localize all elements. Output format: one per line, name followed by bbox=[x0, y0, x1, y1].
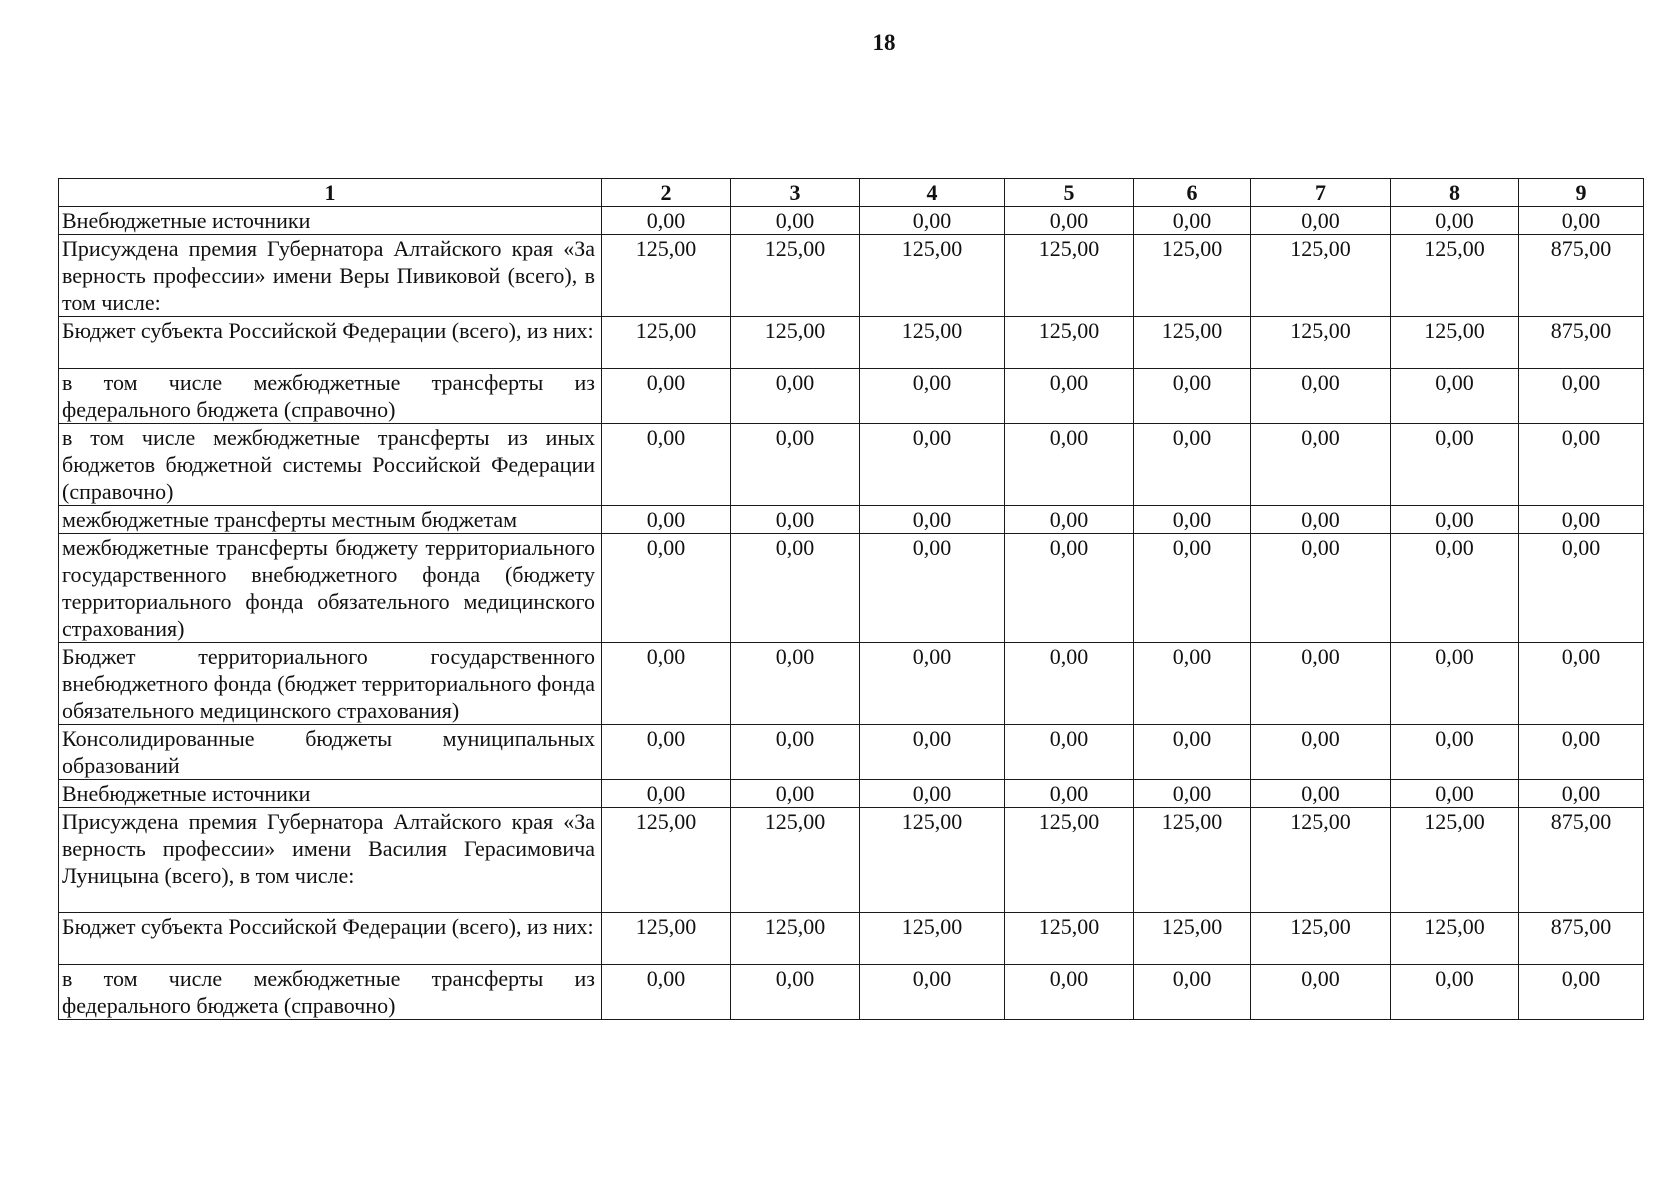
value-cell: 0,00 bbox=[1134, 643, 1251, 725]
value-cell: 0,00 bbox=[1391, 965, 1519, 1020]
value-cell: 125,00 bbox=[860, 913, 1005, 965]
value-cell: 0,00 bbox=[731, 725, 860, 780]
value-cell: 125,00 bbox=[602, 913, 731, 965]
value-cell: 0,00 bbox=[602, 780, 731, 808]
value-cell: 0,00 bbox=[1134, 725, 1251, 780]
value-cell: 125,00 bbox=[1005, 913, 1134, 965]
value-cell: 125,00 bbox=[1134, 808, 1251, 913]
value-cell: 0,00 bbox=[1519, 534, 1644, 643]
value-cell: 0,00 bbox=[860, 534, 1005, 643]
value-cell: 125,00 bbox=[1251, 235, 1391, 317]
value-cell: 0,00 bbox=[1251, 780, 1391, 808]
value-cell: 0,00 bbox=[731, 369, 860, 424]
value-cell: 0,00 bbox=[1134, 780, 1251, 808]
value-cell: 0,00 bbox=[860, 780, 1005, 808]
table-row bbox=[59, 965, 1644, 1020]
table-row bbox=[59, 534, 1644, 643]
row-label: Бюджет субъекта Российской Федерации (всего), из них: bbox=[59, 317, 602, 369]
value-cell: 0,00 bbox=[1005, 424, 1134, 506]
row-label: в том числе межбюджетные трансферты из иных бюджетов бюджетной системы Российской Федерации (справочно) bbox=[59, 424, 602, 506]
value-cell: 125,00 bbox=[1251, 913, 1391, 965]
row-label: Присуждена премия Губернатора Алтайского края «За верность профессии» имени Василия Герасимовича Луницына (всего), в том числе: bbox=[59, 808, 602, 913]
value-cell: 125,00 bbox=[1391, 808, 1519, 913]
value-cell: 0,00 bbox=[1519, 725, 1644, 780]
value-cell: 0,00 bbox=[731, 643, 860, 725]
value-cell: 125,00 bbox=[731, 235, 860, 317]
value-cell: 125,00 bbox=[602, 235, 731, 317]
value-cell: 875,00 bbox=[1519, 808, 1644, 913]
value-cell: 0,00 bbox=[1005, 506, 1134, 534]
value-cell: 0,00 bbox=[1251, 506, 1391, 534]
value-cell: 0,00 bbox=[1005, 780, 1134, 808]
value-cell: 0,00 bbox=[1134, 534, 1251, 643]
table-row bbox=[59, 207, 1644, 235]
value-cell: 0,00 bbox=[1134, 965, 1251, 1020]
value-cell: 0,00 bbox=[1391, 725, 1519, 780]
value-cell: 0,00 bbox=[1519, 780, 1644, 808]
table-row bbox=[59, 369, 1644, 424]
value-cell: 0,00 bbox=[1251, 424, 1391, 506]
value-cell: 0,00 bbox=[602, 965, 731, 1020]
value-cell: 0,00 bbox=[1519, 965, 1644, 1020]
value-cell: 0,00 bbox=[602, 369, 731, 424]
column-header: 2 bbox=[602, 179, 731, 207]
value-cell: 0,00 bbox=[731, 424, 860, 506]
value-cell: 125,00 bbox=[731, 913, 860, 965]
value-cell: 0,00 bbox=[731, 506, 860, 534]
value-cell: 0,00 bbox=[731, 780, 860, 808]
value-cell: 125,00 bbox=[731, 317, 860, 369]
value-cell: 875,00 bbox=[1519, 913, 1644, 965]
value-cell: 0,00 bbox=[1251, 965, 1391, 1020]
value-cell: 0,00 bbox=[1251, 369, 1391, 424]
value-cell: 0,00 bbox=[1519, 369, 1644, 424]
value-cell: 0,00 bbox=[731, 534, 860, 643]
value-cell: 0,00 bbox=[860, 506, 1005, 534]
row-label: Бюджет субъекта Российской Федерации (всего), из них: bbox=[59, 913, 602, 965]
value-cell: 125,00 bbox=[602, 317, 731, 369]
column-header: 1 bbox=[59, 179, 602, 207]
value-cell: 0,00 bbox=[1391, 506, 1519, 534]
table-row bbox=[59, 643, 1644, 725]
table-body bbox=[59, 207, 1644, 1020]
budget-table bbox=[58, 178, 1644, 1020]
value-cell: 0,00 bbox=[602, 424, 731, 506]
row-label: Внебюджетные источники bbox=[59, 207, 602, 235]
value-cell: 0,00 bbox=[860, 725, 1005, 780]
value-cell: 125,00 bbox=[1134, 235, 1251, 317]
table-row bbox=[59, 317, 1644, 369]
column-header: 3 bbox=[731, 179, 860, 207]
value-cell: 0,00 bbox=[1391, 369, 1519, 424]
table-row bbox=[59, 780, 1644, 808]
column-header: 9 bbox=[1519, 179, 1644, 207]
row-label: межбюджетные трансферты местным бюджетам bbox=[59, 506, 602, 534]
column-header: 7 bbox=[1251, 179, 1391, 207]
value-cell: 0,00 bbox=[602, 534, 731, 643]
value-cell: 125,00 bbox=[602, 808, 731, 913]
header-row bbox=[59, 179, 1644, 207]
value-cell: 125,00 bbox=[860, 808, 1005, 913]
value-cell: 0,00 bbox=[1251, 643, 1391, 725]
row-label: межбюджетные трансферты бюджету территориального государственного внебюджетного фонда (бюджету территориального фонда обязательного медицинского страхования) bbox=[59, 534, 602, 643]
value-cell: 0,00 bbox=[1391, 643, 1519, 725]
value-cell: 0,00 bbox=[1519, 643, 1644, 725]
row-label: Бюджет территориального государственного внебюджетного фонда (бюджет территориального фонда обязательного медицинского страхования) bbox=[59, 643, 602, 725]
page-number: 18 bbox=[872, 30, 896, 55]
row-label: в том числе межбюджетные трансферты из федерального бюджета (справочно) bbox=[59, 965, 602, 1020]
value-cell: 0,00 bbox=[1005, 965, 1134, 1020]
value-cell: 0,00 bbox=[860, 643, 1005, 725]
value-cell: 125,00 bbox=[1251, 808, 1391, 913]
value-cell: 0,00 bbox=[860, 369, 1005, 424]
value-cell: 125,00 bbox=[1005, 317, 1134, 369]
value-cell: 0,00 bbox=[602, 643, 731, 725]
value-cell: 125,00 bbox=[1005, 235, 1134, 317]
value-cell: 125,00 bbox=[1391, 235, 1519, 317]
value-cell: 0,00 bbox=[1391, 207, 1519, 235]
value-cell: 0,00 bbox=[1005, 725, 1134, 780]
value-cell: 0,00 bbox=[1005, 369, 1134, 424]
value-cell: 0,00 bbox=[602, 725, 731, 780]
value-cell: 0,00 bbox=[1134, 424, 1251, 506]
value-cell: 0,00 bbox=[1391, 534, 1519, 643]
value-cell: 0,00 bbox=[1251, 725, 1391, 780]
value-cell: 0,00 bbox=[1005, 207, 1134, 235]
table-row bbox=[59, 913, 1644, 965]
value-cell: 0,00 bbox=[731, 207, 860, 235]
row-label: в том числе межбюджетные трансферты из федерального бюджета (справочно) bbox=[59, 369, 602, 424]
value-cell: 0,00 bbox=[1519, 506, 1644, 534]
value-cell: 0,00 bbox=[1134, 207, 1251, 235]
column-header: 6 bbox=[1134, 179, 1251, 207]
table-row bbox=[59, 235, 1644, 317]
value-cell: 125,00 bbox=[860, 235, 1005, 317]
table-row bbox=[59, 424, 1644, 506]
value-cell: 0,00 bbox=[1005, 643, 1134, 725]
value-cell: 125,00 bbox=[860, 317, 1005, 369]
value-cell: 0,00 bbox=[1251, 207, 1391, 235]
value-cell: 0,00 bbox=[1391, 780, 1519, 808]
value-cell: 0,00 bbox=[1519, 424, 1644, 506]
column-header: 4 bbox=[860, 179, 1005, 207]
table-row bbox=[59, 506, 1644, 534]
value-cell: 0,00 bbox=[860, 207, 1005, 235]
row-label: Консолидированные бюджеты муниципальных образований bbox=[59, 725, 602, 780]
value-cell: 0,00 bbox=[602, 207, 731, 235]
value-cell: 0,00 bbox=[860, 965, 1005, 1020]
value-cell: 875,00 bbox=[1519, 317, 1644, 369]
row-label: Внебюджетные источники bbox=[59, 780, 602, 808]
value-cell: 125,00 bbox=[1134, 317, 1251, 369]
value-cell: 125,00 bbox=[1134, 913, 1251, 965]
value-cell: 125,00 bbox=[1005, 808, 1134, 913]
value-cell: 0,00 bbox=[1134, 369, 1251, 424]
column-header: 5 bbox=[1005, 179, 1134, 207]
value-cell: 125,00 bbox=[1391, 913, 1519, 965]
value-cell: 125,00 bbox=[731, 808, 860, 913]
value-cell: 0,00 bbox=[1519, 207, 1644, 235]
row-label: Присуждена премия Губернатора Алтайского края «За верность профессии» имени Веры Пивиковой (всего), в том числе: bbox=[59, 235, 602, 317]
column-header: 8 bbox=[1391, 179, 1519, 207]
value-cell: 0,00 bbox=[1134, 506, 1251, 534]
value-cell: 0,00 bbox=[602, 506, 731, 534]
table-row bbox=[59, 808, 1644, 913]
value-cell: 0,00 bbox=[731, 965, 860, 1020]
value-cell: 125,00 bbox=[1251, 317, 1391, 369]
value-cell: 875,00 bbox=[1519, 235, 1644, 317]
value-cell: 0,00 bbox=[1251, 534, 1391, 643]
value-cell: 0,00 bbox=[1391, 424, 1519, 506]
table-row bbox=[59, 725, 1644, 780]
value-cell: 0,00 bbox=[860, 424, 1005, 506]
value-cell: 0,00 bbox=[1005, 534, 1134, 643]
value-cell: 125,00 bbox=[1391, 317, 1519, 369]
